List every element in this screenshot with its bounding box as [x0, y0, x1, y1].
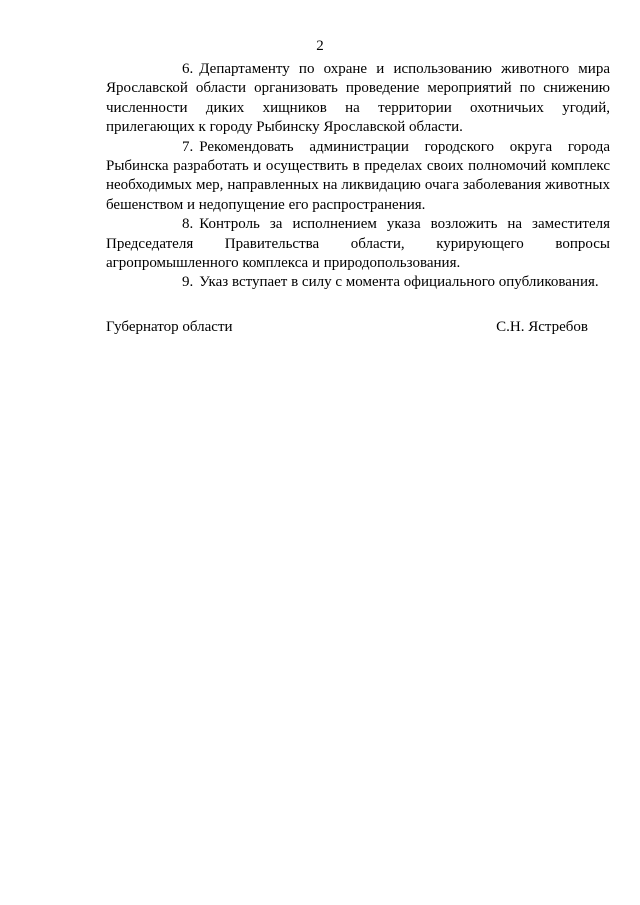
paragraph-text: Контроль за исполнением указа возложить на заместителя Председателя Правительства области, курирующего вопросы агропромышленного комплекса и природопользования. — [106, 216, 610, 272]
page-number: 2 — [316, 38, 324, 54]
paragraph-text: Указ вступает в силу с момента официального опубликования. — [199, 274, 599, 291]
paragraph-number: 7. — [182, 138, 194, 155]
signatory-position: Губернатор области — [106, 319, 233, 335]
paragraph-text: Рекомендовать администрации городского округа города Рыбинска разработать и осуществить в пределах своих полномочий комплекс необходимых мер, направленных на ликвидацию очага заболевания животных бешенством и недопущение его распространения. — [106, 138, 610, 213]
signature-block — [106, 318, 588, 337]
signatory-name: С.Н. Ястребов — [496, 319, 588, 335]
paragraph-number: 8. — [182, 216, 194, 233]
paragraph-8 — [106, 215, 610, 273]
paragraph-text: Департаменту по охране и использованию животного мира Ярославской области организовать проведение мероприятий по снижению численности диких хищников на территории охотничьих угодий, прилегающих к городу Рыбинску Ярославской области. — [106, 61, 610, 136]
paragraph-6 — [106, 60, 610, 138]
decree-body — [106, 60, 610, 293]
paragraph-9 — [106, 273, 610, 292]
paragraph-number: 6. — [182, 61, 194, 77]
paragraph-number: 9. — [182, 274, 194, 291]
paragraph-7 — [106, 138, 610, 216]
